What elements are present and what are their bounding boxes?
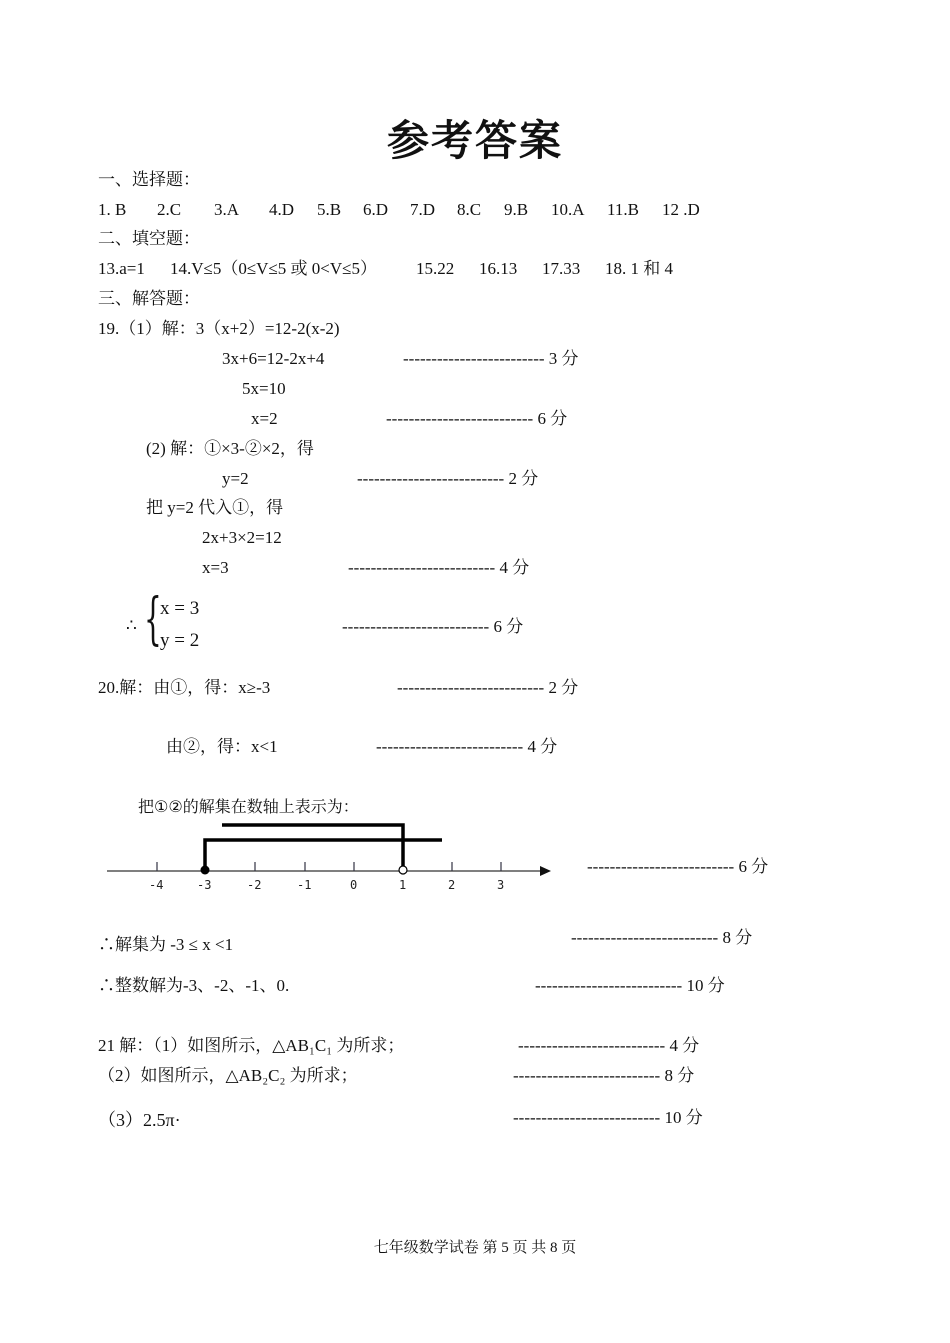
answer-1: 1. B [98, 200, 127, 219]
answer-9: 9.B [504, 200, 529, 219]
q20-score-10: -------------------------- 10 分 [535, 976, 725, 995]
q20-line3: 把①②的解集在数轴上表示为： [138, 797, 359, 816]
answer-8: 8.C [457, 200, 482, 219]
solution-ray-ge-neg3 [205, 840, 442, 869]
q21-score-10: -------------------------- 10 分 [513, 1108, 703, 1127]
section-heading-solve: 三、解答题： [98, 289, 200, 308]
solution-ray-lt-1 [222, 825, 403, 867]
q20-line5: ∴整数解为-3、-2、-1、0. [98, 976, 290, 995]
q20-score-6: -------------------------- 6 分 [587, 857, 769, 876]
answer-14: 14.V≤5（0≤V≤5 或 0<V≤5） [170, 259, 377, 278]
q20-score-2: -------------------------- 2 分 [397, 678, 579, 697]
q20-line1: 20.解：由①，得：x≥-3 [98, 678, 271, 697]
answer-2: 2.C [157, 200, 182, 219]
q20-score-4: -------------------------- 4 分 [376, 737, 558, 756]
axis-ticks [157, 862, 501, 871]
answer-3: 3.A [214, 200, 240, 219]
axis-arrow-icon [540, 866, 551, 876]
answer-12: 12 .D [662, 200, 700, 219]
q19-part1-line1: 19.（1）解：3（x+2）=12-2(x-2) [98, 319, 340, 338]
q21-line3: （3）2.5π· [98, 1110, 181, 1130]
page-footer: 七年级数学试卷 第 5 页 共 8 页 [373, 1240, 577, 1256]
system-x: x = 3 [160, 598, 200, 619]
system-y: y = 2 [160, 630, 200, 651]
q19-score-3: ------------------------- 3 分 [403, 349, 579, 368]
answer-15: 15.22 [416, 259, 455, 278]
answer-16: 16.13 [479, 259, 518, 278]
q19-part2-line4: 2x+3×2=12 [202, 528, 282, 547]
left-brace: { [144, 587, 162, 652]
tick-label: -3 [197, 878, 212, 892]
solid-point-icon [201, 866, 210, 875]
q19-part1-line4: x=2 [251, 409, 278, 428]
page-title: 参考答案 [386, 116, 563, 165]
q19-part2-line5: x=3 [202, 558, 229, 577]
tick-label: -1 [297, 878, 312, 892]
q21-line2: （2）如图所示，△AB₂C₂ 为所求； [98, 1066, 358, 1085]
q19-part2-line1: (2) 解：①×3-②×2，得 [146, 439, 314, 458]
answer-4: 4.D [269, 200, 295, 219]
q20-line4: ∴解集为 -3 ≤ x <1 [98, 935, 234, 954]
section-heading-fill: 二、填空题： [98, 229, 200, 248]
answer-17: 17.33 [542, 259, 581, 278]
answer-13: 13.a=1 [98, 259, 145, 278]
q19-part2-line2: y=2 [222, 469, 249, 488]
q21-score-8: -------------------------- 8 分 [513, 1066, 695, 1085]
q19-part2-score-4: -------------------------- 4 分 [348, 558, 530, 577]
q21-score-4: -------------------------- 4 分 [518, 1036, 700, 1055]
hollow-point-icon [399, 866, 407, 874]
answer-7: 7.D [410, 200, 436, 219]
q19-part2-line3: 把 y=2 代入①，得 [146, 498, 284, 517]
q20-line2: 由②，得：x<1 [166, 737, 278, 756]
tick-label: -4 [149, 878, 164, 892]
tick-label: 2 [448, 878, 456, 892]
tick-label: 0 [350, 878, 358, 892]
tick-label: -2 [247, 878, 262, 892]
q19-score-6: -------------------------- 6 分 [386, 409, 568, 428]
answer-6: 6.D [363, 200, 389, 219]
q19-part2-score-6: -------------------------- 6 分 [342, 617, 524, 636]
tick-label: 3 [497, 878, 505, 892]
q19-part1-line3: 5x=10 [242, 379, 286, 398]
q19-part1-line2: 3x+6=12-2x+4 [222, 349, 325, 368]
q21-line1: 21 解：（1）如图所示，△AB₁C₁ 为所求； [98, 1036, 405, 1055]
section-heading-choice: 一、选择题： [98, 170, 200, 189]
answer-18: 18. 1 和 4 [605, 259, 673, 278]
answer-11: 11.B [607, 200, 639, 219]
answer-10: 10.A [551, 200, 585, 219]
q20-score-8: -------------------------- 8 分 [571, 928, 753, 947]
therefore-symbol: ∴ [126, 616, 137, 635]
q19-part2-score-2: -------------------------- 2 分 [357, 469, 539, 488]
answer-5: 5.B [317, 200, 342, 219]
tick-label: 1 [399, 878, 407, 892]
